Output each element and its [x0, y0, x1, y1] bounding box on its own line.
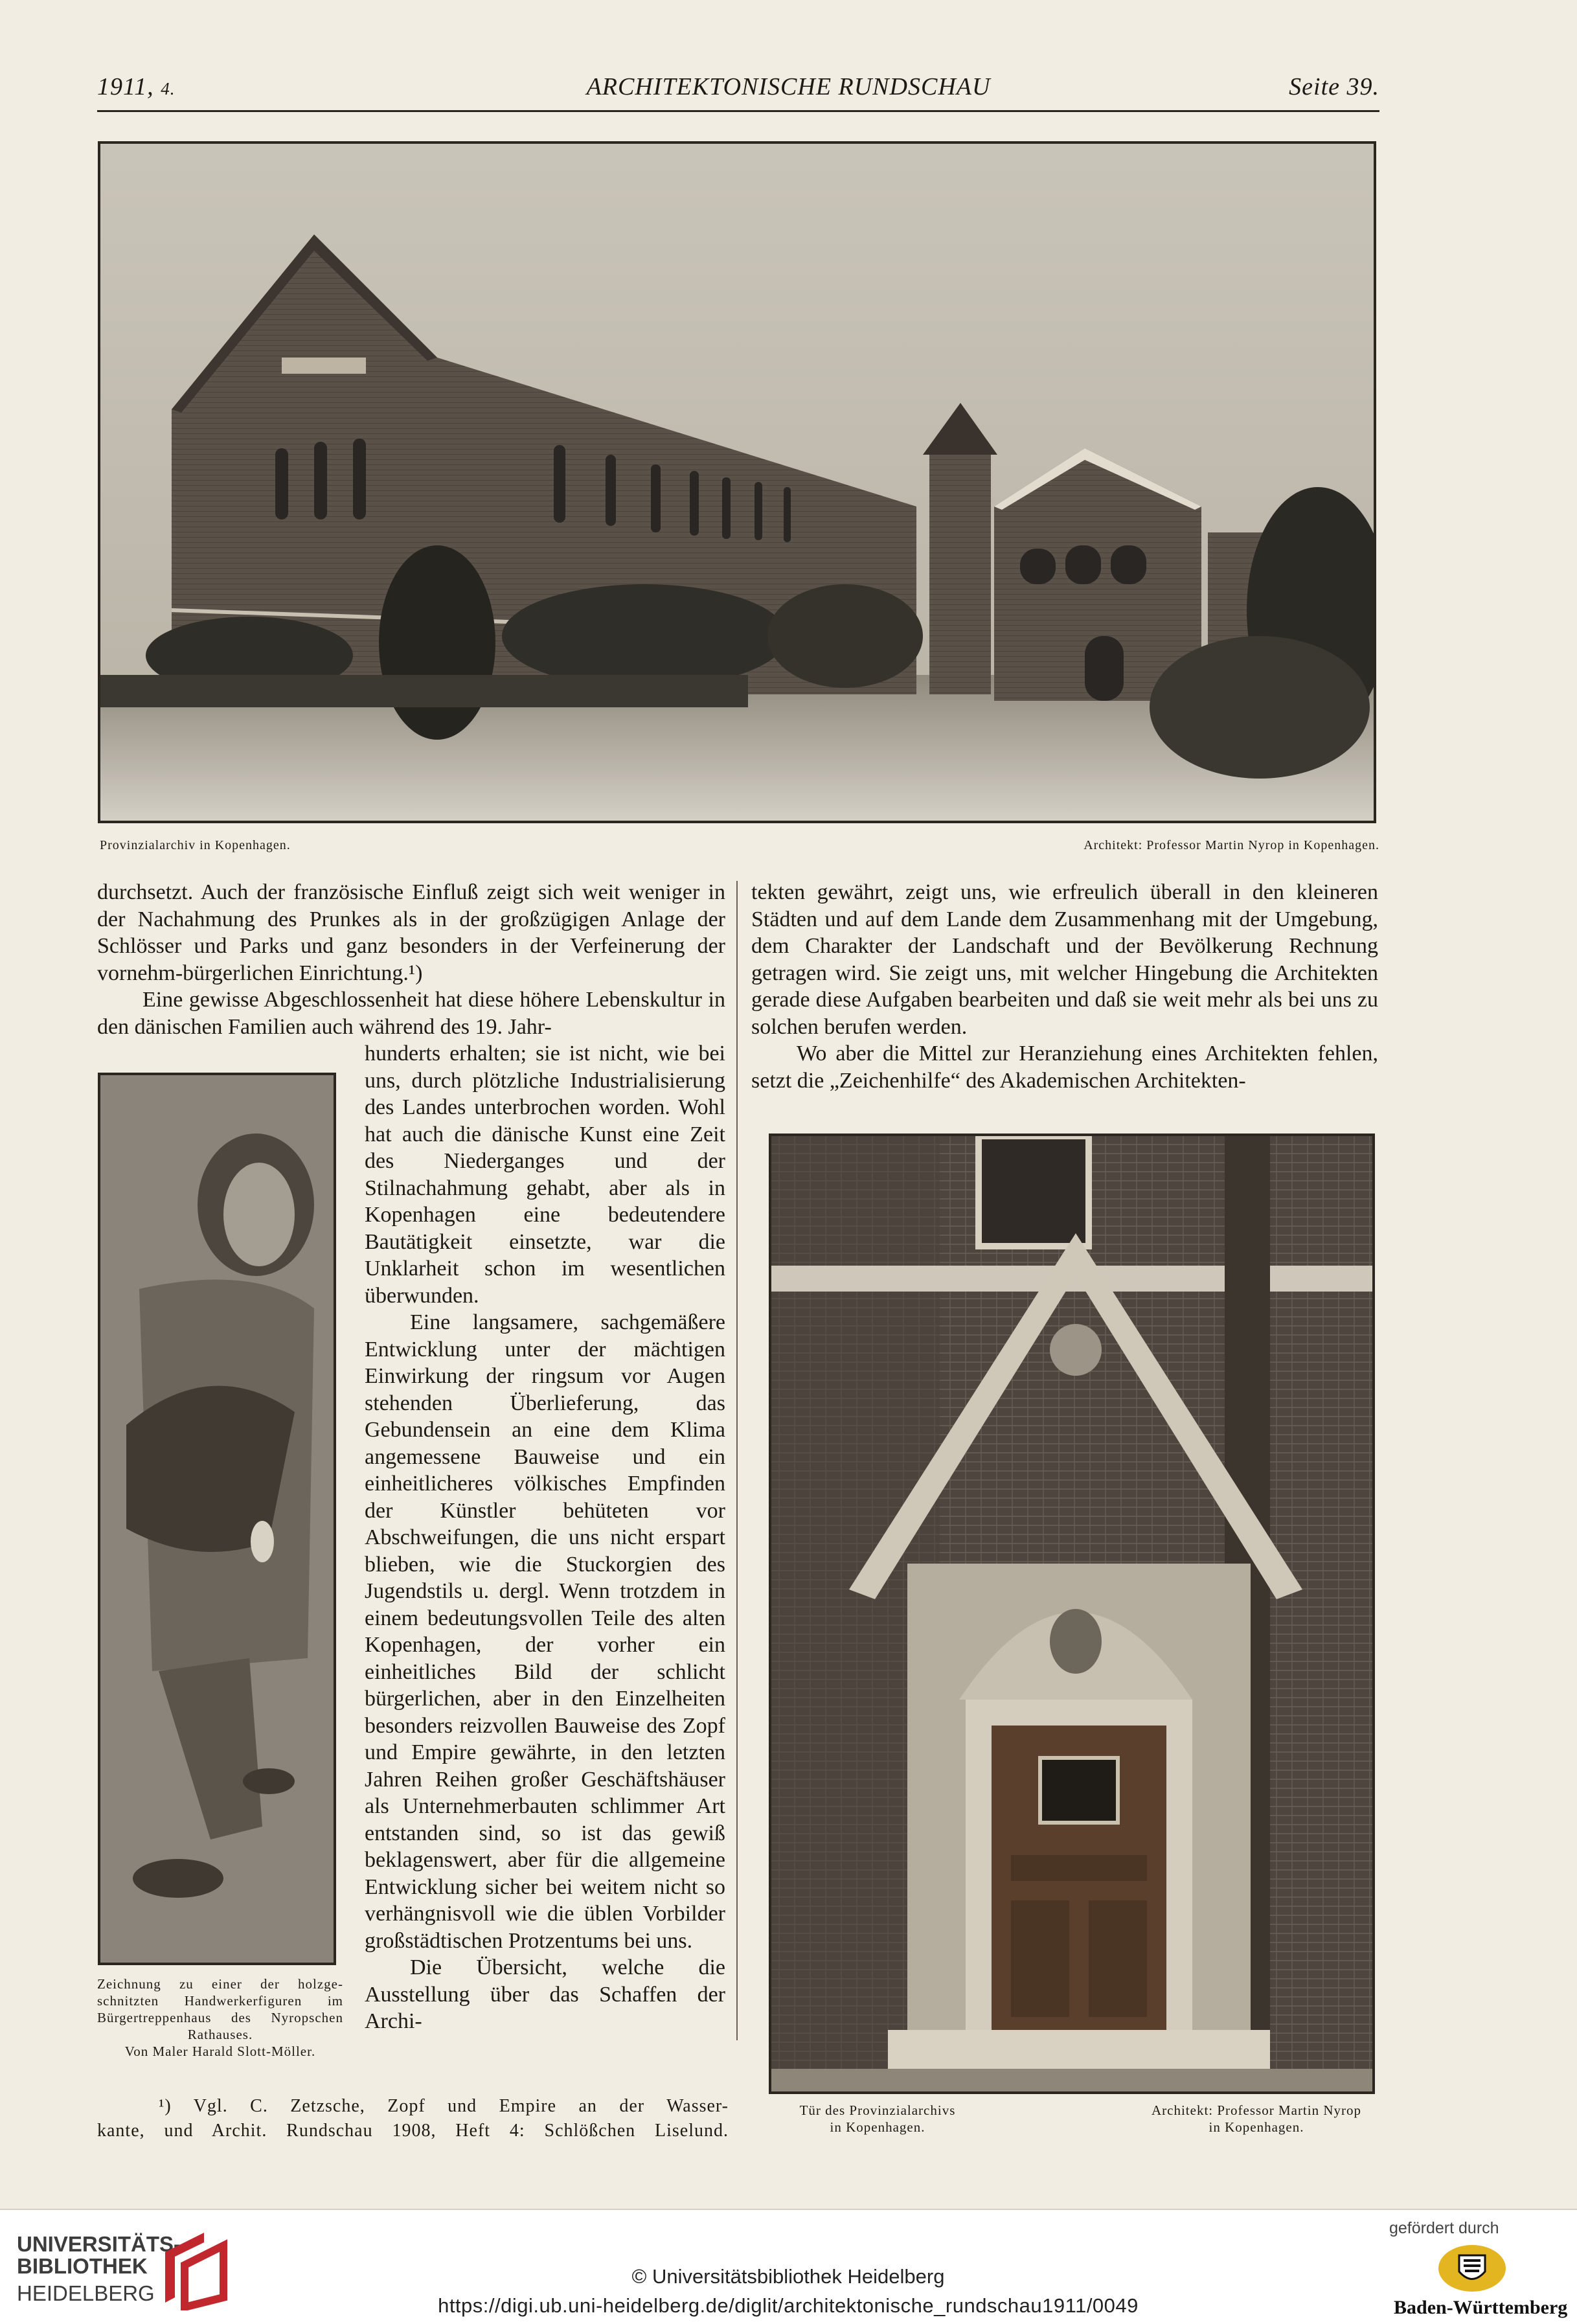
paragraph: tekten gewährt, zeigt uns, wie erfreulich überall in den kleineren Städten und auf dem Lande dem Zusammenhang mit der Umgebung, dem Charakter der Landschaft und der Bevölkerung Rechnung getragen wird. Sie zeigt uns, mit welcher Hingebung die Architekten gerade diese Aufgaben bearbeiten und daß sie weit mehr als bei uns zu solchen berufen werden. [751, 880, 1378, 1039]
photo-provinzialarchiv [98, 141, 1376, 823]
header-page-label: Seite 39. [1289, 73, 1379, 100]
paragraph: Eine gewisse Abgeschlossenheit hat diese höhere Lebenskultur in den dänischen Familien auch während des 19. Jahr- [97, 988, 725, 1039]
door-illustration [771, 1136, 1372, 2091]
header-year-text: 1911, [97, 73, 154, 100]
footnote-line-1 [159, 2094, 729, 2119]
paragraph: hunderts erhalten; sie ist nicht, wie bei uns, durch plötzliche Industrialisierung des Landes unterbrochen worden. Wohl hat auch die dänische Kunst eine Zeit des Niederganges und der Stilnachahmung gehabt, aber als in Kopenhagen eine bedeutendere Bautätigkeit einsetzte, war die Unklarheit schon im wesentlichen überwunden. [365, 1042, 725, 1308]
footnote-marker: ¹) [159, 2096, 172, 2116]
ub-logo-text[interactable] [17, 2233, 181, 2277]
ub-logo-icon[interactable] [159, 2226, 236, 2310]
viewer-footer [0, 2209, 1577, 2324]
paragraph: Wo aber die Mittel zur Heranziehung eines Architekten fehlen, setzt die „Zeichenhilfe“ des Akademischen Architekten- [751, 1042, 1378, 1093]
caption-line: Tür des Provinzialarchivs [799, 2102, 956, 2118]
figure-craftsman-drawing [98, 1073, 336, 1965]
top-photo-caption-right: Architekt: Professor Martin Nyrop in Kopenhagen. [1083, 838, 1379, 852]
sponsor-label: gefördert durch [1389, 2219, 1499, 2237]
paragraph: durchsetzt. Auch der französische Einfluß zeigt sich weit weniger in der Nachahmung des Prunkes als in der großzügigen Anlage der Schlösser und Parks und ganz besonders in der Verfeinerung der vornehm-bürgerlichen Einrichtung.¹) [97, 880, 725, 985]
top-photo-caption-left: Provinzialarchiv in Kopenhagen. [100, 838, 291, 852]
building-illustration [100, 144, 1374, 821]
left-figure-caption [97, 1976, 343, 2060]
caption-line: Zeichnung zu einer der holzge- [97, 1976, 343, 1992]
caption-line: in Kopenhagen. [1208, 2119, 1304, 2135]
footnote-text: Vgl. C. Zetzsche, Zopf und Empire an der Wasser- [193, 2096, 729, 2116]
ub-line-1: UNIVERSITÄTS- [17, 2232, 181, 2256]
ub-city: HEIDELBERG [17, 2281, 155, 2305]
caption-line: Bürgertreppenhaus des Nyropschen [97, 2010, 343, 2025]
footnote [159, 2094, 729, 2119]
caption-line: Architekt: Professor Martin Nyrop [1151, 2102, 1362, 2118]
left-column-top [97, 879, 725, 1040]
ub-line-2: BIBLIOTHEK [17, 2254, 148, 2278]
caption-line: in Kopenhagen. [830, 2119, 925, 2135]
door-caption-right [1127, 2102, 1386, 2136]
photo-door-provinzialarchiv [769, 1134, 1375, 2094]
paragraph: Eine langsamere, sachgemäßere Entwicklung unter der mächtigen Einwirkung der ringsum vor Augen stehenden Überlieferung, das Gebundensein an eine dem Klima angemessene Bauweise und ein einheitlicheres völkisches Empfinden der Künstler behüteten vor Abschweifungen, die uns nicht erspart blieben, wie die Stuckorgien des Jugendstils u. dergl. Wenn trotzdem in einem bedeutungsvollen Teile des alten Kopenhagen, der vorher ein einheitliches Bild der schlicht bürgerlichen, aber in den Einzelheiten besonders reizvollen Bauweise des Zopf und Empire gewährte, in den letzten Jahren Reihen großer Geschäftshäuser als Unternehmerbauten schlimmer Art entstanden sind, so ist das gewiß beklagenswert, aber für die allgemeine Entwicklung sicher bei weitem nicht so verhängnisvoll wie die üblen Vorbilder großstädtischen Protzentums bei uns. [365, 1310, 725, 1953]
right-column-top [751, 879, 1378, 1094]
caption-line: schnitzten Handwerkerfiguren im [97, 1993, 343, 2009]
header-journal-title: ARCHITEKTONISCHE RUNDSCHAU [586, 73, 991, 100]
header-rule [97, 110, 1379, 112]
sponsor-name: Baden-Württemberg [1394, 2297, 1568, 2318]
door-caption-left [771, 2102, 984, 2136]
page-url-link[interactable]: https://digi.ub.uni-heidelberg.de/diglit/architektonische_rundschau1911/0049 [438, 2294, 1139, 2317]
narrow-text-column [365, 1040, 725, 2035]
baden-wuerttemberg-logo-icon[interactable] [1436, 2242, 1508, 2294]
craftsman-illustration [100, 1075, 334, 1963]
copyright-text: © Universitätsbibliothek Heidelberg [631, 2265, 945, 2288]
header-issue: 4. [161, 79, 176, 98]
paragraph: Die Übersicht, welche die Ausstellung über das Schaffen der Archi- [365, 1955, 725, 2033]
caption-line: Von Maler Harald Slott-Möller. [124, 2044, 316, 2059]
caption-line: Rathauses. [187, 2027, 253, 2042]
footnote-line-2: kante, und Archit. Rundschau 1908, Heft 4: Schlößchen Liselund. [97, 2121, 729, 2141]
column-divider [736, 881, 738, 2040]
